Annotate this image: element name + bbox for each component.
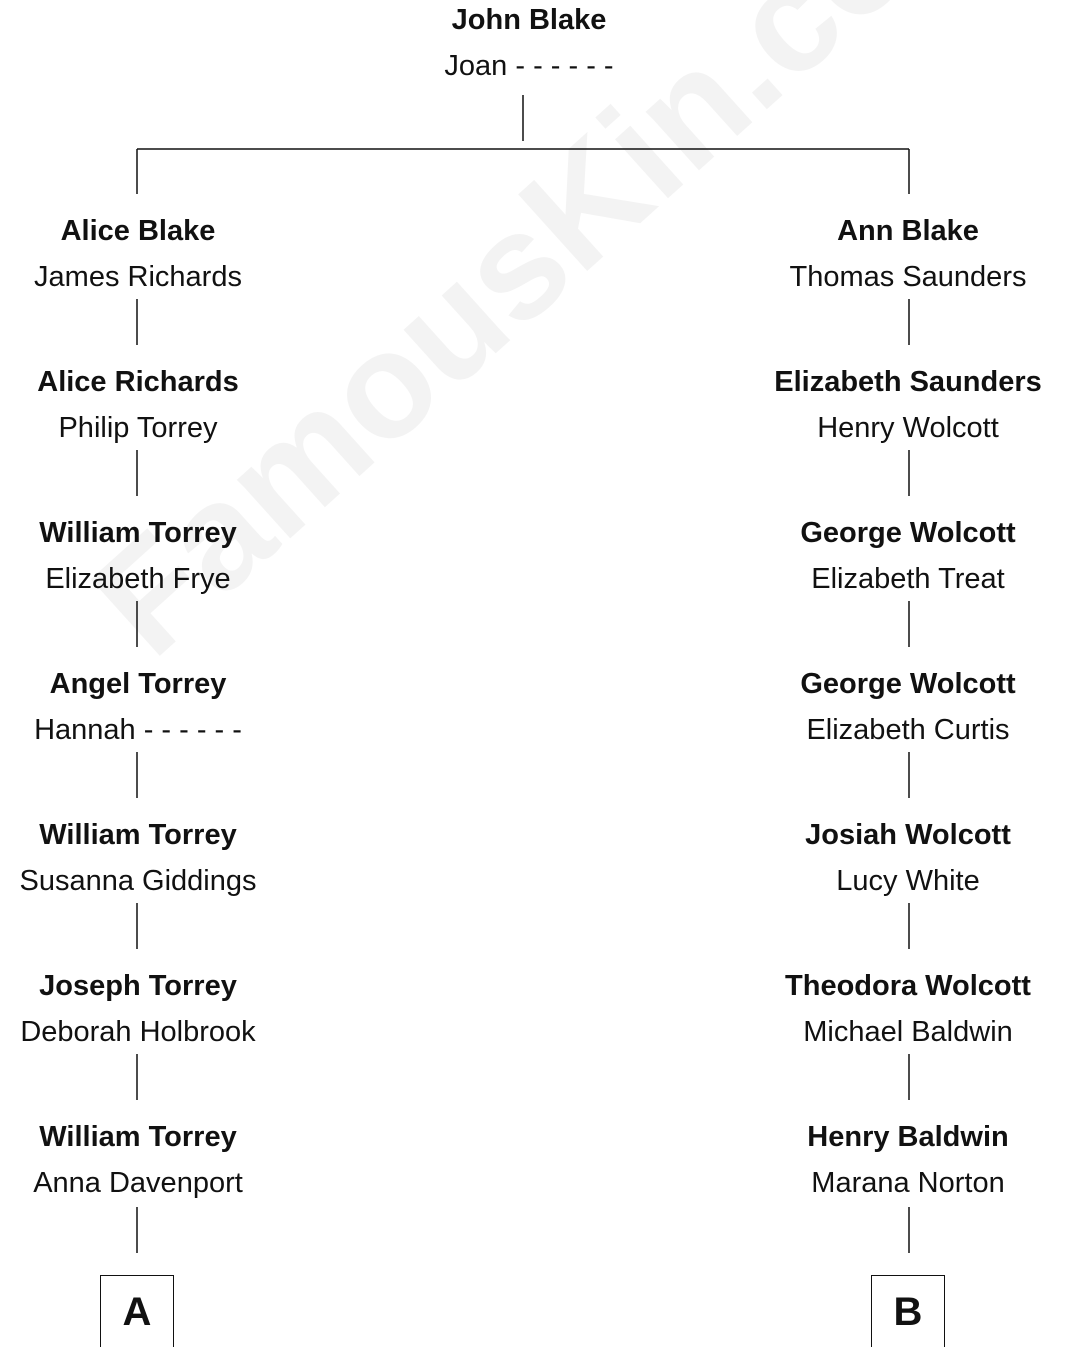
couple-b-5 [738, 818, 1073, 898]
person-name: Josiah Wolcott [805, 819, 1011, 851]
spouse-name: Elizabeth Frye [45, 563, 231, 595]
person-name: Theodora Wolcott [785, 970, 1031, 1002]
couple-a-6 [0, 969, 308, 1049]
person-name: Joseph Torrey [39, 970, 237, 1002]
person-name: Alice Blake [60, 215, 216, 247]
couple-b-4 [738, 667, 1073, 747]
couple-b-6 [738, 969, 1073, 1049]
person-name: Angel Torrey [49, 668, 227, 700]
spouse-name: Philip Torrey [58, 412, 218, 444]
spouse-name: Hannah - - - - - - [34, 714, 242, 746]
endpoint-b-box: B [871, 1275, 945, 1347]
person-name: William Torrey [39, 819, 237, 851]
couple-a-5 [0, 818, 308, 898]
couple-a-4 [0, 667, 308, 747]
spouse-name: Joan - - - - - - [444, 50, 614, 82]
spouse-name: Thomas Saunders [789, 261, 1027, 293]
couple-b-7 [738, 1120, 1073, 1200]
person-name: George Wolcott [800, 517, 1016, 549]
spouse-name: Michael Baldwin [803, 1016, 1013, 1048]
spouse-name: Susanna Giddings [19, 865, 257, 897]
endpoint-a-box: A [100, 1275, 174, 1347]
person-name: Henry Baldwin [807, 1121, 1009, 1153]
couple-a-1 [0, 214, 308, 294]
person-name: George Wolcott [800, 668, 1016, 700]
couple-b-3 [738, 516, 1073, 596]
spouse-name: Henry Wolcott [817, 412, 999, 444]
couple-a-2 [0, 365, 308, 445]
person-name: William Torrey [39, 1121, 237, 1153]
couple-a-3 [0, 516, 308, 596]
person-name: Ann Blake [837, 215, 979, 247]
spouse-name: Anna Davenport [33, 1167, 243, 1199]
couple-a-7 [0, 1120, 308, 1200]
spouse-name: Lucy White [836, 865, 980, 897]
spouse-name: Marana Norton [811, 1167, 1005, 1199]
spouse-name: Elizabeth Treat [811, 563, 1005, 595]
spouse-name: Deborah Holbrook [20, 1016, 256, 1048]
person-name: William Torrey [39, 517, 237, 549]
couple-b-2 [738, 365, 1073, 445]
spouse-name: Elizabeth Curtis [806, 714, 1010, 746]
person-name: Alice Richards [37, 366, 239, 398]
person-name: Elizabeth Saunders [774, 366, 1042, 398]
root-couple [359, 3, 699, 83]
spouse-name: James Richards [34, 261, 242, 293]
couple-b-1 [738, 214, 1073, 294]
person-name: John Blake [451, 4, 607, 36]
